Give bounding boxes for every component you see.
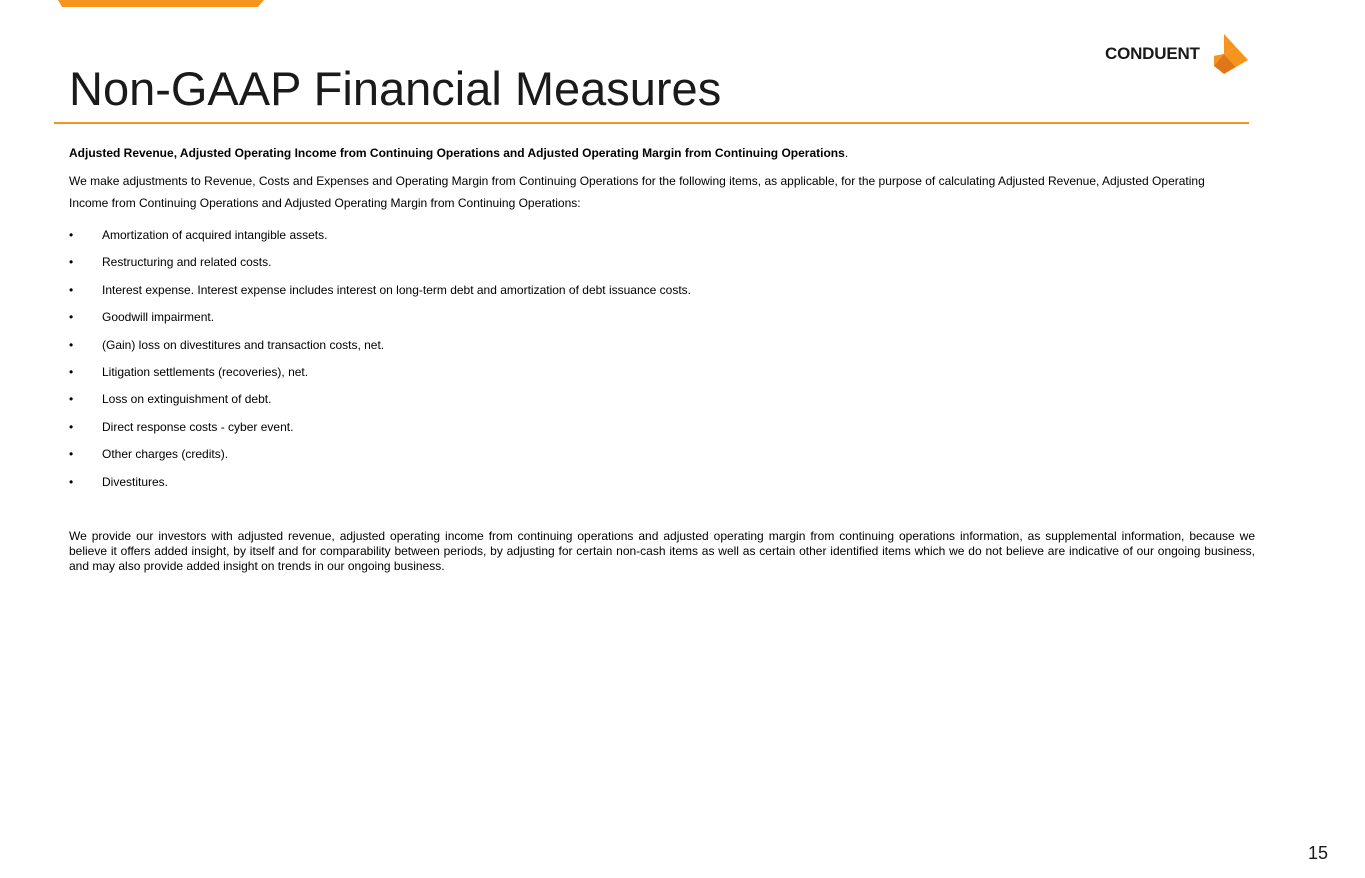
list-item-text: Restructuring and related costs.	[102, 255, 272, 270]
section-heading	[69, 145, 1255, 161]
closing-paragraph: We provide our investors with adjusted revenue, adjusted operating income from continuing operations and adjusted operating margin from continuing operations information, as supplemental information, because we believe it offers added insight, by itself and for comparability between periods, by adjusting for certain non-cash items as well as certain other identified items which we do not believe are indicative of our ongoing business, and may also provide added insight on trends in our ongoing business.	[69, 528, 1255, 573]
list-item	[69, 254, 1255, 281]
bullet-icon: •	[69, 474, 74, 489]
section-heading-period: .	[844, 146, 849, 160]
logo-text: CONDUENT	[1105, 44, 1200, 63]
slide-body	[69, 145, 1255, 574]
list-item-text: Goodwill impairment.	[102, 310, 215, 325]
list-item	[69, 391, 1255, 418]
bullet-icon: •	[69, 228, 74, 242]
page-title: Non-GAAP Financial Measures	[69, 62, 722, 115]
list-item	[69, 474, 1255, 501]
intro-paragraph: We make adjustments to Revenue, Costs and Expenses and Operating Margin from Continuing Operations for the following items, as applicable, for the purpose of calculating Adjusted Revenue, Adjusted Operating Income from Continuing Operations and Adjusted Operating Margin from Continuing Operations:	[69, 174, 1205, 210]
bullet-icon: •	[69, 419, 74, 434]
list-item	[69, 227, 1255, 254]
title-divider	[54, 122, 1249, 124]
list-item-text: Loss on extinguishment of debt.	[102, 392, 272, 407]
list-item-text: Other charges (credits).	[102, 447, 229, 462]
list-item	[69, 446, 1255, 473]
bullet-icon: •	[69, 282, 74, 297]
list-item-text: (Gain) loss on divestitures and transaction costs, net.	[102, 337, 385, 352]
list-item	[69, 309, 1255, 336]
section-heading-text: Adjusted Revenue, Adjusted Operating Income from Continuing Operations and Adjusted Operating Margin from Continuing Operations	[69, 146, 845, 160]
list-item	[69, 282, 1255, 309]
list-item-text: Interest expense. Interest expense includes interest on long-term debt and amortization of debt issuance costs.	[102, 282, 692, 297]
bullet-icon: •	[69, 392, 74, 407]
bullet-icon: •	[69, 310, 74, 325]
conduent-logo	[1105, 34, 1250, 74]
adjustment-list	[69, 227, 1255, 501]
list-item	[69, 337, 1255, 364]
top-accent-bar	[58, 0, 264, 7]
list-item-text: Amortization of acquired intangible assets.	[102, 228, 328, 242]
bullet-icon: •	[69, 364, 74, 379]
list-item	[69, 364, 1255, 391]
bullet-icon: •	[69, 255, 74, 270]
list-item-text: Litigation settlements (recoveries), net.	[102, 364, 309, 379]
list-item-text: Direct response costs - cyber event.	[102, 419, 294, 434]
conduent-logo-mark-icon	[1210, 34, 1250, 74]
list-item	[69, 419, 1255, 446]
page-number: 15	[1308, 843, 1329, 863]
bullet-icon: •	[69, 337, 74, 352]
list-item-text: Divestitures.	[102, 474, 169, 489]
bullet-icon: •	[69, 447, 74, 462]
